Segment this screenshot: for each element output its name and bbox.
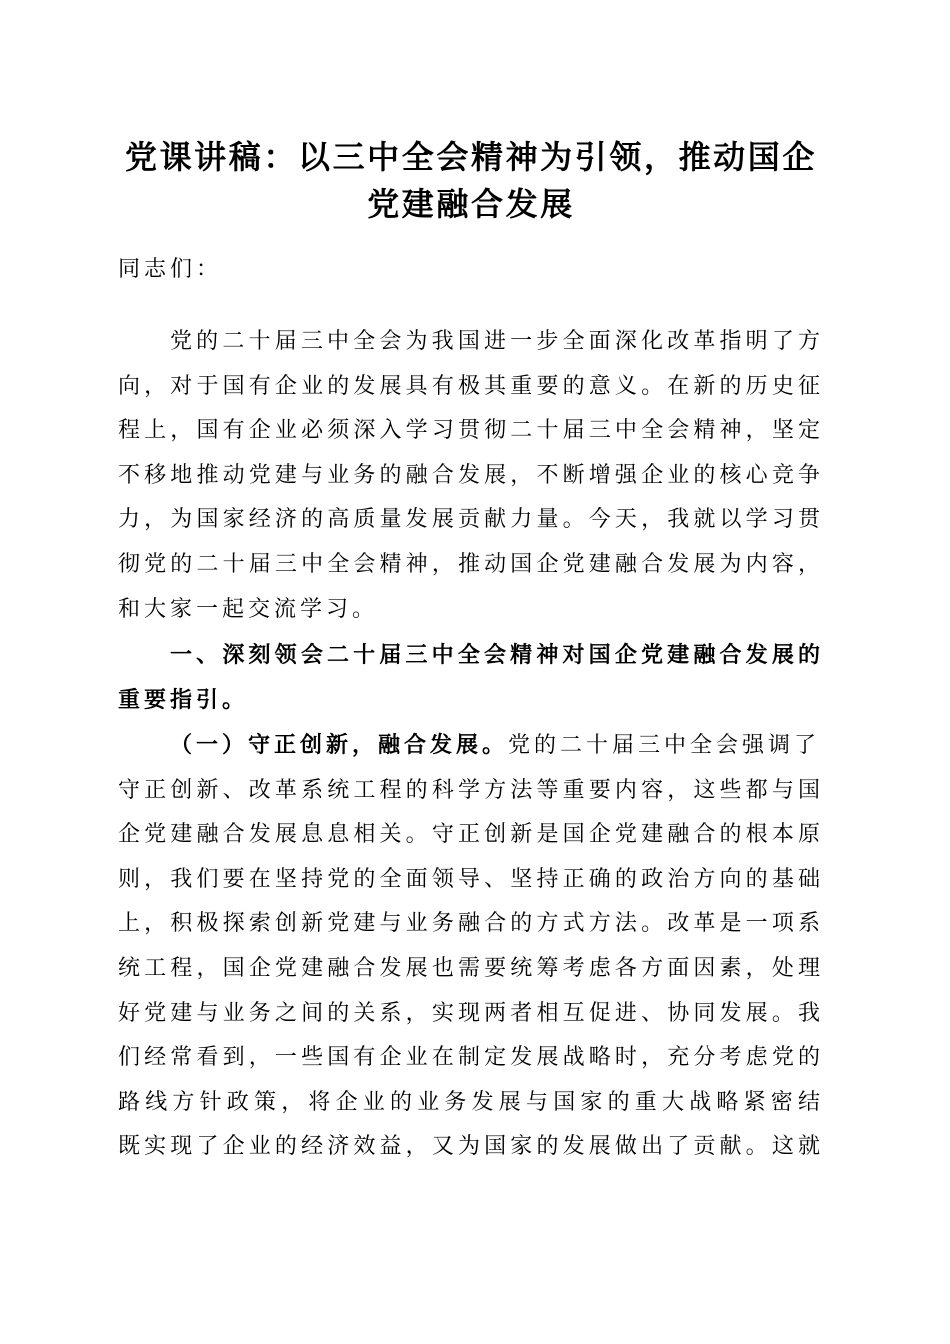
subsection-paragraph: [118, 724, 824, 1170]
paragraph-line: 和大家一起交流学习。: [118, 596, 379, 622]
paragraph-line: 企党建融合发展息息相关。守正创新是国企党建融合的根本原: [118, 822, 824, 848]
paragraph-line: 程上，国有企业必须深入学习贯彻二十届三中全会精神，坚定: [118, 418, 824, 444]
paragraph-line: 向，对于国有企业的发展具有极其重要的意义。在新的历史征: [118, 373, 824, 399]
document-title: [118, 134, 824, 228]
paragraph-first-line: [118, 724, 824, 769]
paragraph-line: 上，积极探索创新党建与业务融合的方式方法。改革是一项系: [118, 911, 824, 937]
paragraph-line: 好党建与业务之间的关系，实现两者相互促进、协同发展。我: [118, 1000, 824, 1026]
paragraph-line: 们经常看到，一些国有企业在制定发展战略时，充分考虑党的: [118, 1045, 824, 1071]
heading-line: 一、深刻领会二十届三中全会精神对国企党建融合发展的: [170, 643, 824, 668]
paragraph-text: 党的二十届三中全会强调了: [508, 733, 821, 758]
intro-paragraph: [118, 320, 824, 632]
salutation-text: 同志们：: [118, 257, 223, 282]
paragraph-line: 力，为国家经济的高质量发展贡献力量。今天，我就以学习贯: [118, 507, 824, 533]
paragraph-line: 彻党的二十届三中全会精神，推动国企党建融合发展为内容，: [118, 551, 824, 577]
paragraph-line: 守正创新、改革系统工程的科学方法等重要内容，这些都与国: [118, 777, 824, 803]
paragraph-line: 则，我们要在坚持党的全面领导、坚持正确的政治方向的基础: [118, 866, 824, 892]
salutation: [118, 248, 824, 293]
heading-line: 重要指引。: [118, 687, 249, 713]
paragraph-line: 统工程，国企党建融合发展也需要统筹考虑各方面因素，处理: [118, 955, 824, 981]
paragraph-line: 路线方针政策，将企业的业务发展与国家的重大战略紧密结: [118, 1089, 824, 1115]
paragraph-line: 既实现了企业的经济效益，又为国家的发展做出了贡献。这就: [118, 1134, 824, 1160]
subsection-heading: （一）守正创新，融合发展。: [170, 733, 509, 758]
paragraph-line: 不移地推动党建与业务的融合发展，不断增强企业的核心竞争: [118, 462, 824, 488]
section-heading-1: [118, 634, 824, 723]
paragraph-line: 党的二十届三中全会为我国进一步全面深化改革指明了方: [170, 329, 824, 354]
title-line-2: 党建融合发展: [367, 185, 575, 223]
title-line-1: 党课讲稿：以三中全会精神为引领，推动国企: [124, 138, 817, 176]
